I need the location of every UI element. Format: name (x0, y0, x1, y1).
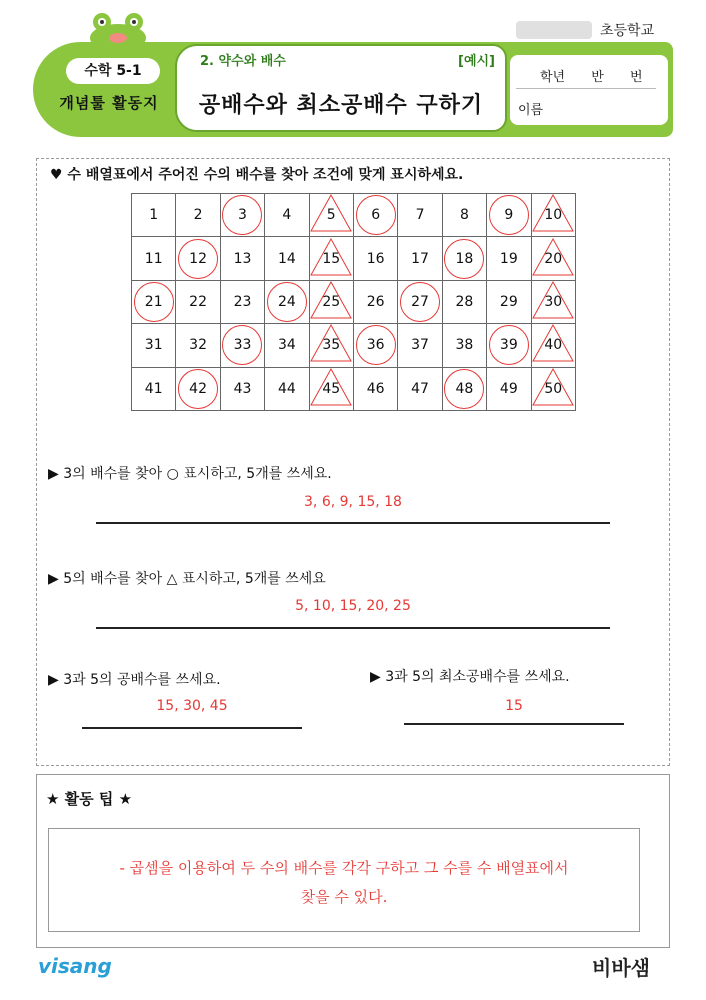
answer-3-line (82, 727, 302, 729)
cell-number: 9 (504, 207, 514, 224)
number-cell[interactable] (265, 367, 309, 410)
cell-number: 11 (144, 250, 163, 267)
number-cell[interactable] (309, 280, 353, 323)
number-cell[interactable] (353, 237, 397, 280)
table-row (132, 280, 576, 323)
cell-number: 39 (499, 337, 518, 354)
number-cell[interactable] (353, 324, 397, 367)
tip-text (58, 854, 630, 912)
number-cell[interactable] (442, 324, 486, 367)
question-1: ▶ 3의 배수를 찾아 ○ 표시하고, 5개를 쓰세요. (48, 466, 332, 482)
number-cell[interactable] (132, 194, 176, 237)
number-cell[interactable] (353, 194, 397, 237)
number-cell[interactable] (265, 280, 309, 323)
number-cell[interactable] (132, 324, 176, 367)
number-cell[interactable] (309, 194, 353, 237)
cell-number: 44 (277, 380, 296, 397)
cell-number: 46 (366, 380, 385, 397)
number-cell[interactable] (309, 237, 353, 280)
cell-number: 21 (144, 293, 163, 310)
number-cell[interactable] (442, 280, 486, 323)
name-label: 이름 (518, 103, 544, 118)
answer-3[interactable]: 15, 30, 45 (156, 698, 228, 714)
class-label: 반 (591, 70, 604, 85)
number-cell[interactable] (309, 367, 353, 410)
number-cell[interactable] (220, 280, 264, 323)
number-cell[interactable] (531, 367, 575, 410)
cell-number: 15 (322, 250, 341, 267)
page-title: 공배수와 최소공배수 구하기 (198, 93, 484, 118)
tip-line-1: - 곱셈을 이용하여 두 수의 배수를 각각 구하고 그 수를 수 배열표에서 (119, 859, 569, 877)
number-cell[interactable] (487, 367, 531, 410)
number-cell[interactable] (176, 324, 220, 367)
number-cell[interactable] (531, 194, 575, 237)
number-cell[interactable] (132, 280, 176, 323)
answer-4[interactable]: 15 (505, 698, 523, 714)
number-cell[interactable] (220, 194, 264, 237)
cell-number: 14 (277, 250, 296, 267)
number-cell[interactable] (487, 324, 531, 367)
number-table (131, 193, 576, 411)
number-cell[interactable] (398, 324, 442, 367)
cell-number: 38 (455, 337, 474, 354)
cell-number: 27 (411, 293, 429, 310)
number-cell[interactable] (487, 194, 531, 237)
number-cell[interactable] (398, 194, 442, 237)
number-cell[interactable] (398, 367, 442, 410)
table-row (132, 324, 576, 367)
number-cell[interactable] (176, 194, 220, 237)
cell-number: 29 (499, 293, 518, 310)
cell-number: 40 (544, 337, 563, 354)
tool-title: 개념툴 활동지 (59, 94, 159, 112)
cell-number: 12 (189, 250, 207, 267)
example-tag: [예시] (458, 54, 495, 69)
number-cell[interactable] (442, 194, 486, 237)
vivasam-logo: 비바샘 (592, 956, 650, 980)
grade-label: 학년 (540, 70, 566, 85)
table-row (132, 237, 576, 280)
number-cell[interactable] (265, 194, 309, 237)
number-cell[interactable] (176, 280, 220, 323)
answer-1-line (96, 522, 610, 524)
cell-number: 18 (455, 250, 474, 267)
number-cell[interactable] (132, 367, 176, 410)
cell-number: 48 (455, 380, 474, 397)
frog-icon (88, 12, 148, 46)
number-cell[interactable] (265, 237, 309, 280)
number-cell[interactable] (487, 237, 531, 280)
number-label: 번 (629, 70, 643, 85)
cell-number: 34 (277, 337, 296, 354)
number-cell[interactable] (132, 237, 176, 280)
cell-number: 32 (189, 337, 207, 354)
cell-number: 31 (144, 337, 163, 354)
cell-number: 7 (415, 207, 425, 224)
answer-4-line (404, 723, 624, 725)
cell-number: 13 (233, 250, 252, 267)
answer-1[interactable]: 3, 6, 9, 15, 18 (304, 494, 402, 510)
number-cell[interactable] (353, 367, 397, 410)
number-cell[interactable] (176, 367, 220, 410)
cell-number: 4 (282, 207, 292, 224)
cell-number: 37 (411, 337, 429, 354)
cell-number: 26 (366, 293, 385, 310)
cell-number: 20 (544, 250, 563, 267)
number-cell[interactable] (487, 280, 531, 323)
number-cell[interactable] (531, 324, 575, 367)
tip-title: ★ 활동 팁 ★ (46, 790, 133, 808)
number-cell[interactable] (309, 324, 353, 367)
cell-number: 2 (193, 207, 203, 224)
cell-number: 10 (544, 207, 563, 224)
tip-line-2: 찾을 수 있다. (300, 888, 388, 906)
info-divider (516, 88, 656, 89)
cell-number: 28 (455, 293, 474, 310)
cell-number: 16 (366, 250, 385, 267)
cell-number: 8 (459, 207, 469, 224)
school-label: 초등학교 (600, 23, 655, 39)
number-cell[interactable] (531, 280, 575, 323)
question-2: ▶ 5의 배수를 찾아 △ 표시하고, 5개를 쓰세요 (48, 571, 326, 587)
number-cell[interactable] (442, 367, 486, 410)
cell-number: 33 (233, 337, 252, 354)
number-cell[interactable] (220, 367, 264, 410)
number-cell[interactable] (265, 324, 309, 367)
question-4: ▶ 3과 5의 최소공배수를 쓰세요. (370, 669, 570, 685)
cell-number: 19 (499, 250, 518, 267)
answer-2[interactable]: 5, 10, 15, 20, 25 (295, 598, 411, 614)
unit-label: 2. 약수와 배수 (200, 54, 286, 69)
number-cell[interactable] (220, 324, 264, 367)
cell-number: 36 (366, 337, 385, 354)
number-cell[interactable] (220, 237, 264, 280)
number-cell[interactable] (442, 237, 486, 280)
cell-number: 3 (238, 207, 247, 224)
cell-number: 24 (277, 293, 296, 310)
cell-number: 45 (322, 380, 341, 397)
cell-number: 22 (189, 293, 207, 310)
answer-2-line (96, 627, 610, 629)
cell-number: 17 (411, 250, 429, 267)
number-cell[interactable] (531, 237, 575, 280)
school-name-field[interactable] (516, 21, 592, 39)
cell-number: 23 (233, 293, 252, 310)
question-3: ▶ 3과 5의 공배수를 쓰세요. (48, 672, 221, 688)
subject-badge: 수학 5-1 (66, 58, 160, 84)
cell-number: 5 (326, 207, 336, 224)
number-cell[interactable] (398, 237, 442, 280)
table-row (132, 194, 576, 237)
cell-number: 41 (144, 380, 163, 397)
visang-logo: visang (38, 954, 112, 978)
cell-number: 50 (544, 380, 563, 397)
grade-fields (540, 66, 665, 85)
number-cell[interactable] (176, 237, 220, 280)
instruction: ♥ 수 배열표에서 주어진 수의 배수를 찾아 조건에 맞게 표시하세요. (50, 167, 464, 183)
number-cell[interactable] (353, 280, 397, 323)
cell-number: 30 (544, 293, 563, 310)
cell-number: 35 (322, 337, 341, 354)
number-cell[interactable] (398, 280, 442, 323)
cell-number: 6 (371, 207, 381, 224)
cell-number: 47 (411, 380, 429, 397)
cell-number: 42 (189, 380, 207, 397)
cell-number: 1 (149, 207, 159, 224)
table-row (132, 367, 576, 410)
cell-number: 25 (322, 293, 341, 310)
cell-number: 43 (233, 380, 252, 397)
cell-number: 49 (499, 380, 518, 397)
